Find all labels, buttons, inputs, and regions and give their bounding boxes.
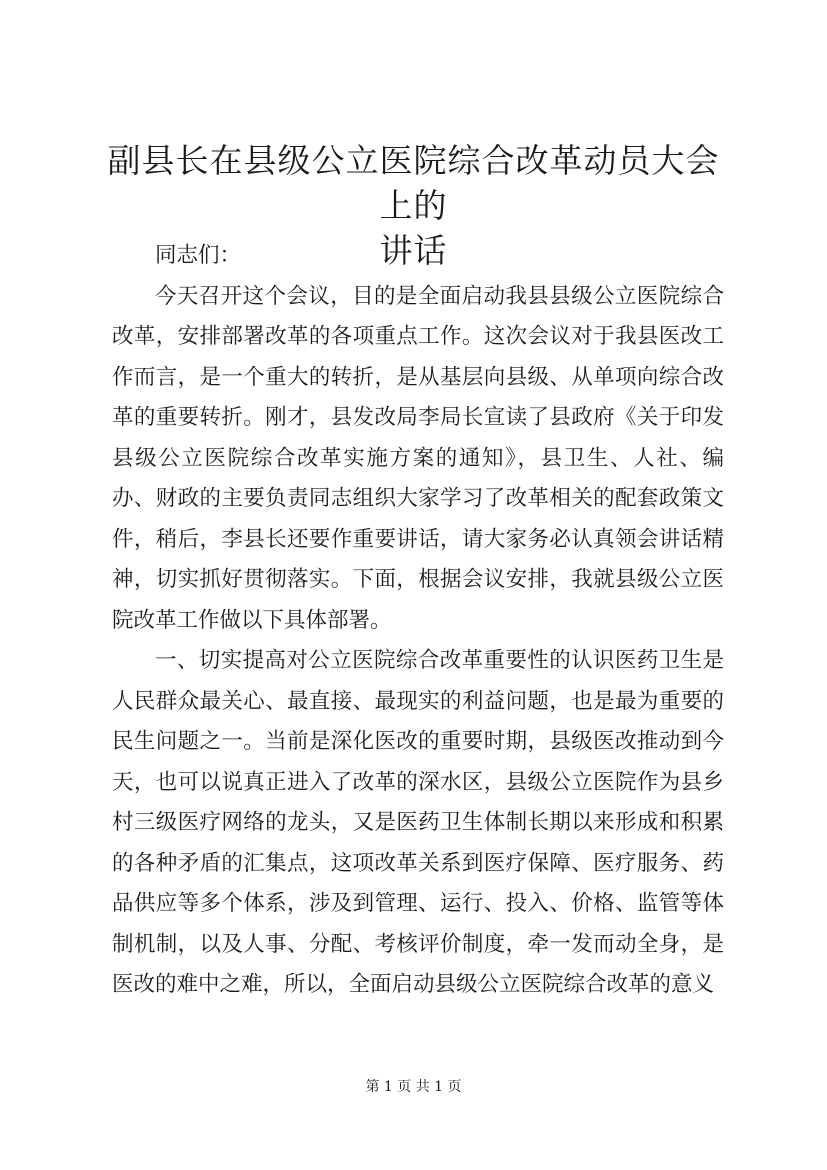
paragraph-intro: 今天召开这个会议，目的是全面启动我县县级公立医院综合改革，安排部署改革的各项重点工作。这次会议对于我县医改工作而言，是一个重大的转折，是从基层向县级、从单项向综合改革的重要转折。刚才，县发改局李局长宣读了县政府《关于印发县级公立医院综合改革实施方案的通知》，县卫生、人社、编办、财政的主要负责同志组织大家学习了改革相关的配套政策文件，稍后，李县长还要作重要讲话，请大家务必认真领会讲话精神，切实抓好贯彻落实。下面，根据会议安排，我就县级公立医院改革工作做以下具体部署。 (112, 283, 724, 633)
document-body (112, 236, 724, 1006)
salutation: 同志们： (155, 243, 242, 268)
page-footer: 第 1 页 共 1 页 (365, 1079, 462, 1095)
paragraph-section-one: 一、切实提高对公立医院综合改革重要性的认识医药卫生是人民群众最关心、最直接、最现实的利益问题，也是最为重要的民生问题之一。当前是深化医改的重要时期，县级医改推动到今天，也可以说真正进入了改革的深水区，县级公立医院作为县乡村三级医疗网络的龙头，又是医药卫生体制长期以来形成和积累的各种矛盾的汇集点，这项改革关系到医疗保障、医疗服务、药品供应等多个体系，涉及到管理、运行、投入、价格、监管等体制机制，以及人事、分配、考核评价制度，牵一发而动全身，是医改的难中之难，所以，全面启动县级公立医院综合改革的意义 (112, 648, 724, 997)
title-line-2: 讲话 (379, 231, 448, 270)
title-line-1: 副县长在县级公立医院综合改革动员大会上的 (107, 141, 720, 225)
